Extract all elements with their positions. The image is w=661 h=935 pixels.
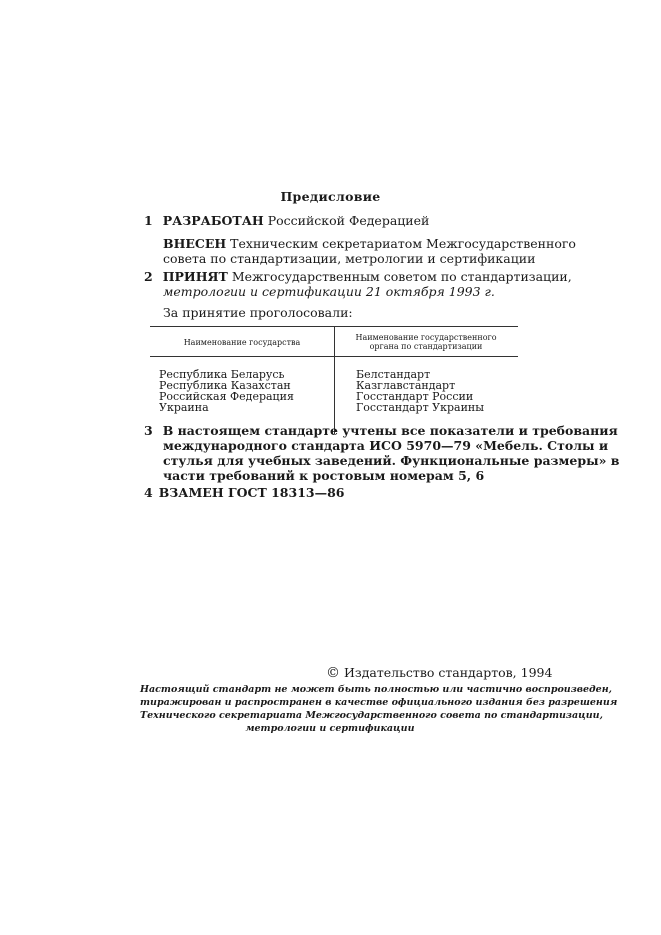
item-1-title: РАЗРАБОТАН	[162, 213, 264, 228]
item-3-number: 3	[144, 423, 153, 438]
item-3-line-4: части требований к ростовым номерам 5, 6	[163, 468, 485, 483]
table-row-2-state: Республика Казахстан	[159, 379, 291, 392]
footer-line-1: Настоящий стандарт не может быть полностью или частично воспроизведен,	[140, 684, 612, 695]
vnesen-text: Техническим секретариатом Межгосударственного	[226, 236, 576, 251]
item-2-title: ПРИНЯТ	[162, 269, 228, 284]
table-row-3-state: Российская Федерация	[159, 390, 294, 403]
voted-label: За принятие проголосовали:	[163, 305, 353, 320]
vnesen-title: ВНЕСЕН	[163, 236, 227, 251]
item-2-number: 2	[144, 269, 153, 284]
page-title: Предисловие	[280, 189, 381, 204]
table-row-4-state: Украина	[159, 401, 209, 414]
item-3	[144, 423, 618, 438]
footer-line-2: тиражирован и распространен в качестве официального издания без разрешения	[140, 697, 618, 708]
table-row-1-body: Белстандарт	[356, 368, 431, 381]
vnesen-line-2: совета по стандартизации, метрологии и сертификации	[163, 251, 536, 266]
footer-line-3: Технического секретариата Межгосударственного совета по стандартизации,	[140, 710, 603, 721]
item-3-line-2: международного стандарта ИСО 5970—79 «Мебель. Столы и	[163, 438, 609, 453]
table-row-3-body: Госстандарт России	[356, 390, 474, 403]
table-header-body-2: органа по стандартизации	[369, 342, 483, 351]
item-3-line-1: В настоящем стандарте учтены все показатели и требования	[162, 423, 618, 438]
item-2-text: Межгосударственным советом по стандартизации,	[227, 269, 572, 284]
table-header-state: Наименование государства	[183, 338, 301, 347]
table-row-4-body: Госстандарт Украины	[356, 401, 484, 414]
item-1	[144, 213, 429, 228]
item-2-line-2: метрологии и сертификации 21 октября 1993 г.	[163, 284, 495, 299]
item-1-text: Российской Федерацией	[263, 213, 430, 228]
table-row-2-body: Казглавстандарт	[356, 379, 456, 392]
table-row-1-state: Республика Беларусь	[159, 368, 285, 381]
item-3-line-3: стулья для учебных заведений. Функциональные размеры» в	[163, 453, 620, 468]
item-4	[144, 485, 344, 500]
footer-line-4: метрологии и сертификации	[245, 723, 415, 734]
item-4-text: ВЗАМЕН ГОСТ 18313—86	[158, 485, 345, 500]
item-1-number: 1	[144, 213, 153, 228]
item-4-number: 4	[144, 485, 153, 500]
vnesen-line-1	[163, 236, 576, 251]
copyright	[326, 665, 552, 681]
table-header-body-1: Наименование государственного	[355, 333, 497, 342]
copyright-icon: ©	[326, 665, 340, 681]
copyright-text: Издательство стандартов, 1994	[340, 665, 553, 680]
item-2	[144, 269, 572, 284]
